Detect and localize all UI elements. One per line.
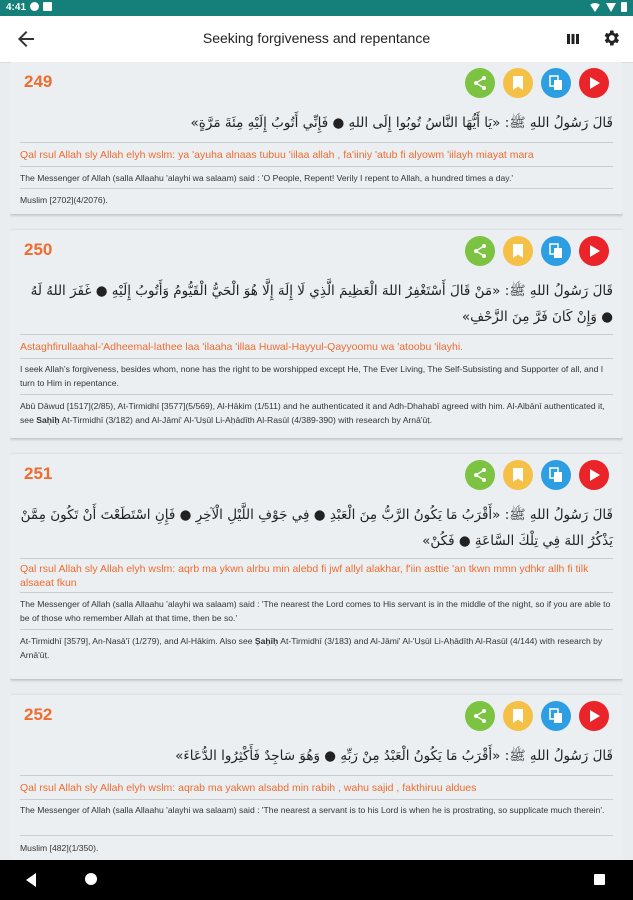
copy-icon [548, 75, 564, 91]
copy-icon [548, 467, 564, 483]
share-icon [472, 243, 488, 259]
dua-translation: The Messenger of Allah (salla Allaahu 'alayhi wa salaam) said : 'The nearest the Lord comes to His servant is in the middle of the night, so if you are able to be of those who remember Allah at that time, then be so.' [20, 599, 611, 623]
system-navigation-bar [0, 860, 633, 900]
app-bar [0, 16, 633, 63]
divider [20, 629, 613, 630]
play-button[interactable] [579, 68, 609, 98]
dua-reference: Muslim [2702](4/2076). [20, 195, 108, 205]
share-icon [472, 467, 488, 483]
nav-back-icon[interactable] [26, 873, 36, 887]
dua-translation: The Messenger of Allah (salla Allaahu 'alayhi wa salaam) said : 'O People, Repent! Verily I repent to Allah, a hundred times a day.' [20, 173, 513, 183]
reference-text: At-Tirmidhī (3/182) and Al-Jāmi' Al-'Uṣūl Li-Aḥādīth Al-Rasūl (4/389-390) with research by Arnā'ūṭ. [59, 415, 433, 425]
dua-transliteration: Qal rsul Allah sly Allah elyh wslm: aqrb ma ykwn alrbu min alebd fi jwf allyl alakhar, f'iin asttie 'an tkwn mmn ydhkr allh fi tilk alsaeat fkun [20, 563, 589, 589]
gear-icon[interactable] [601, 28, 621, 48]
divider [20, 358, 613, 359]
columns-icon[interactable] [565, 31, 581, 47]
notification-icons [30, 2, 52, 11]
dua-reference [20, 399, 613, 427]
reference-text: At-Tirmidhī (3/183) and Al-Jāmi' Al-'Uṣūl Li-Aḥādīth Al-Rasūl (4/144) with research by Arnā'ūṭ. [20, 636, 603, 660]
dua-number: 251 [24, 464, 53, 483]
reference-sahih: Saḥīḥ [36, 415, 60, 425]
dua-card-251 [10, 454, 623, 679]
dua-arabic-text: قَالَ رَسُولُ اللهِ ﷺ: «أَقْرَبُ مَا يَكُونُ الرَّبُّ مِنَ الْعَبْدِ ● فِي جَوْفِ اللَّيْلِ الْآخِرِ ● فَإِنِ اسْتَطَعْتَ أَنْ تَكُونَ مِمَّنْ يَذْكُرُ اللهَ فِي تِلْكَ السَّاعَةِ ● فَكُنْ» [20, 507, 613, 549]
copy-button[interactable] [541, 701, 571, 731]
play-button[interactable] [579, 701, 609, 731]
nav-recents-icon[interactable] [594, 874, 605, 885]
dua-card-252 [10, 695, 623, 860]
copy-icon [548, 243, 564, 259]
status-time: 4:41 [6, 2, 27, 13]
copy-button[interactable] [541, 460, 571, 490]
bookmark-button[interactable] [503, 701, 533, 731]
status-bar [0, 0, 633, 16]
sim-icon [43, 2, 52, 11]
dua-transliteration: Qal rsul Allah sly Allah elyh wslm: aqrab ma yakwn alsabd min rabih , wahu sajid , fakthiruu aldues [20, 782, 477, 794]
divider [20, 334, 613, 335]
dua-arabic-text: قَالَ رَسُولُ اللهِ ﷺ: «أَقْرَبُ مَا يَكُونُ الْعَبْدُ مِنْ رَبِّهِ ● وَهُوَ سَاجِدٌ فَأَكْثِرُوا الدُّعَاءَ» [175, 748, 613, 764]
play-icon [587, 709, 601, 723]
reference-text: Abū Dāwud [1517](2/85), At-Tirmidhī [3577](5/569), Al-Hākim (1/511) and he authenticated it and Adh-Dhahabī agreed with him. Al-Albānī authenticated it, see [20, 401, 605, 425]
bookmark-button[interactable] [503, 460, 533, 490]
share-icon [472, 75, 488, 91]
play-icon [587, 468, 601, 482]
share-button[interactable] [465, 701, 495, 731]
copy-icon [548, 708, 564, 724]
reference-sahih: Ṣaḥīḥ [254, 636, 279, 646]
nav-home-icon[interactable] [85, 873, 97, 885]
dua-translation: The Messenger of Allah (salla Allaahu 'alayhi wa salaam) said : 'The nearest a servant is to his Lord is when he is prostrating, so supplicate much therein'. [20, 805, 605, 815]
play-icon [587, 76, 601, 90]
divider [20, 166, 613, 167]
divider [20, 188, 613, 189]
bookmark-button[interactable] [503, 236, 533, 266]
play-icon [587, 244, 601, 258]
system-icons [589, 2, 627, 12]
play-button[interactable] [579, 460, 609, 490]
card-actions [465, 236, 609, 266]
notification-icon [30, 2, 39, 11]
copy-button[interactable] [541, 68, 571, 98]
page-title: Seeking forgiveness and repentance [202, 30, 431, 46]
share-button[interactable] [465, 236, 495, 266]
signal-icon [606, 3, 616, 12]
divider [20, 775, 613, 776]
dua-arabic-text: قَالَ رَسُولُ اللهِ ﷺ: «يَا أَيُّهَا النَّاسُ تُوبُوا إِلَى اللهِ ● فَإِنِّي أَتُوبُ إِلَيْهِ مِئَةَ مَرَّةٍ» [190, 115, 613, 131]
dua-translation: I seek Allah's forgiveness, besides whom, none has the right to be worshipped except He, The Ever Living, The Self-Subsisting and Supporter of all, and I turn to Him in repentance. [20, 364, 604, 388]
share-button[interactable] [465, 460, 495, 490]
battery-icon [621, 2, 627, 12]
dua-reference: Muslim [482](1/350). [20, 843, 99, 853]
dua-number: 252 [24, 705, 53, 724]
dua-transliteration: Qal rsul Allah sly Allah elyh wslm: ya 'ayuha alnaas tubuu 'iilaa allah , fa'iiniy 'atub fi alyowm 'iilayh miayat mara [20, 149, 534, 161]
divider [20, 835, 613, 836]
card-actions [465, 460, 609, 490]
card-actions [465, 701, 609, 731]
dua-list[interactable] [10, 62, 623, 860]
dua-reference [20, 634, 613, 662]
divider [20, 799, 613, 800]
wifi-icon [589, 3, 601, 12]
card-actions [465, 68, 609, 98]
dua-transliteration: Astaghfirullaahal-'Adheemal-lathee laa 'ilaaha 'illaa Huwal-Hayyul-Qayyoomu wa 'atoobu 'ilayhi. [20, 341, 464, 353]
dua-number: 250 [24, 240, 53, 259]
share-icon [472, 708, 488, 724]
divider [20, 558, 613, 559]
copy-button[interactable] [541, 236, 571, 266]
dua-number: 249 [24, 72, 53, 91]
reference-text: At-Tirmidhī [3579], An-Nasā'ī (1/279), and Al-Hākim. Also see [20, 636, 255, 646]
bookmark-icon [511, 708, 525, 724]
bookmark-button[interactable] [503, 68, 533, 98]
bookmark-icon [511, 467, 525, 483]
play-button[interactable] [579, 236, 609, 266]
dua-card-249 [10, 62, 623, 214]
divider [20, 592, 613, 593]
dua-card-250 [10, 230, 623, 438]
dua-arabic-text: قَالَ رَسُولُ اللهِ ﷺ: «مَنْ قَالَ أَسْتَغْفِرُ اللهَ الْعَظِيمَ الَّذِي لَا إِلَهَ إِلَّا هُوَ الْحَيُّ الْقَيُّومُ وَأَتُوبُ إِلَيْهِ ● غَفَرَ اللهُ لَهُ ● وَإِنْ كَانَ فَرَّ مِنَ الزَّحْفِ» [30, 283, 613, 325]
divider [20, 142, 613, 143]
share-button[interactable] [465, 68, 495, 98]
divider [20, 394, 613, 395]
bookmark-icon [511, 75, 525, 91]
bookmark-icon [511, 243, 525, 259]
